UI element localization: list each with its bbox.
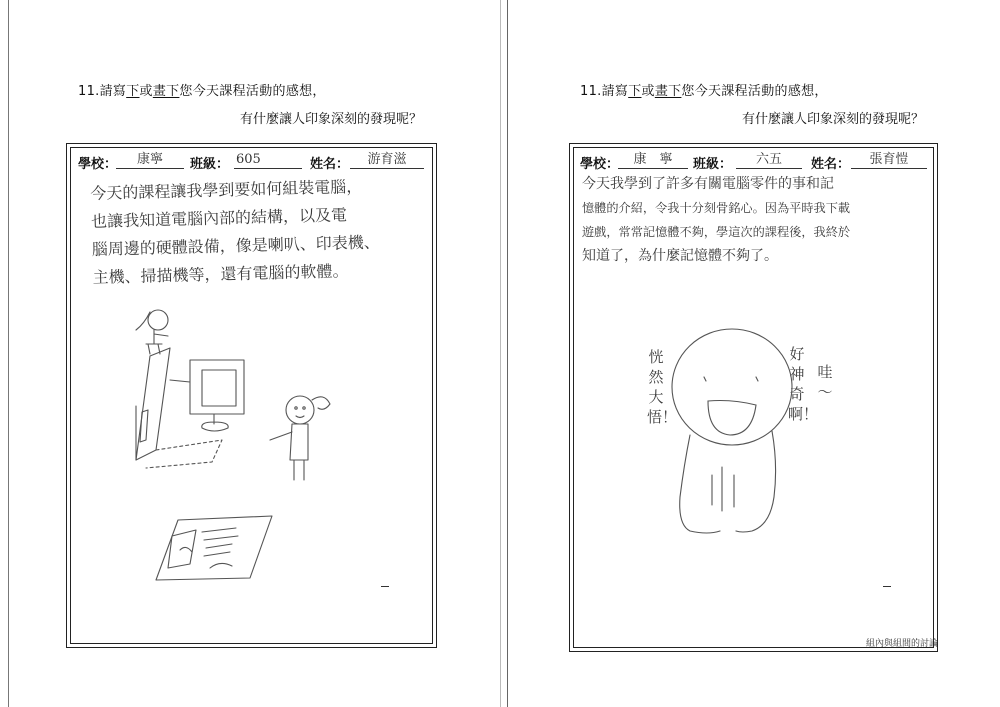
question-text: 請寫 bbox=[601, 84, 629, 99]
question-text: 或 bbox=[641, 84, 655, 99]
monitor bbox=[170, 360, 244, 431]
question-underlined-text: 畫下 bbox=[152, 84, 180, 99]
name-label-wrap bbox=[811, 153, 850, 172]
face-outline bbox=[672, 329, 792, 445]
question-prompt-right bbox=[580, 80, 828, 99]
response-line: 遊戲，常常記憶體不夠，學這次的課程後，我終於 bbox=[582, 225, 851, 239]
student-info-row-left bbox=[78, 153, 117, 172]
pointing-girl-figure bbox=[270, 396, 330, 480]
school-label: 學校： bbox=[580, 157, 620, 172]
question-underlined-text: 畫下 bbox=[654, 84, 682, 99]
response-line: 今天我學到了許多有關電腦零件的事和記 bbox=[582, 176, 834, 192]
right-body bbox=[736, 431, 776, 532]
speech-text-left: 恍然大悟！ bbox=[647, 348, 678, 426]
question-number: 11. bbox=[78, 84, 100, 99]
page-divider-shadow bbox=[507, 0, 508, 707]
open-mouth bbox=[708, 401, 756, 436]
component-box bbox=[156, 516, 272, 580]
class-label-wrap bbox=[693, 153, 732, 172]
handwritten-response-right bbox=[582, 172, 850, 268]
name-label: 姓名： bbox=[811, 157, 851, 172]
computer-tower bbox=[136, 348, 170, 460]
response-line: 今天的課程讓我學到要如何組裝電腦， bbox=[90, 176, 363, 203]
response-line: 知道了，為什麼記憶體不夠了。 bbox=[582, 248, 778, 264]
question-text: 或 bbox=[139, 84, 153, 99]
footer-stamp: 組內與組間的討論 bbox=[866, 639, 939, 649]
handwritten-response-left bbox=[90, 172, 381, 292]
school-field: 康寧 bbox=[116, 152, 184, 169]
margin-dash bbox=[883, 586, 891, 587]
class-field: 六五 bbox=[736, 152, 802, 169]
name-label-wrap bbox=[310, 153, 349, 172]
question-text: 您今天課程活動的感想， bbox=[179, 84, 326, 99]
name-field: 張育愷 bbox=[851, 152, 927, 169]
standing-girl-figure bbox=[136, 310, 168, 354]
page-divider bbox=[500, 0, 501, 707]
speech-text-middle: 好神奇啊！ bbox=[788, 345, 819, 423]
class-field: 605 bbox=[234, 152, 302, 169]
computer-drawing-left bbox=[120, 300, 360, 600]
question-text: 請寫 bbox=[99, 84, 127, 99]
response-line: 主機、掃描機等，還有電腦的軟體。 bbox=[92, 261, 349, 287]
page-edge-left bbox=[8, 0, 9, 707]
speech-text-right: 哇～ bbox=[817, 363, 833, 401]
question-underlined-text: 下 bbox=[126, 84, 140, 99]
question-prompt-left bbox=[78, 80, 326, 99]
margin-dash bbox=[381, 586, 389, 587]
response-line: 也讓我知道電腦內部的結構，以及電 bbox=[90, 205, 348, 231]
response-line: 憶體的介紹，令我十分刻骨銘心。因為平時我下載 bbox=[582, 201, 851, 215]
surprised-face-drawing bbox=[660, 325, 800, 545]
question-prompt-line2-right: 有什麼讓人印象深刻的發現呢？ bbox=[742, 112, 925, 127]
name-label: 姓名： bbox=[310, 157, 350, 172]
left-eye bbox=[704, 377, 706, 381]
school-label: 學校： bbox=[78, 157, 118, 172]
class-label: 班級： bbox=[190, 157, 230, 172]
question-number: 11. bbox=[580, 84, 602, 99]
body-lines bbox=[712, 467, 734, 511]
class-label-wrap bbox=[190, 153, 229, 172]
right-eye bbox=[756, 377, 758, 381]
student-info-row-right bbox=[580, 153, 619, 172]
question-underlined-text: 下 bbox=[628, 84, 642, 99]
response-line: 腦周邊的硬體設備，像是喇叭、印表機、 bbox=[91, 232, 380, 259]
left-body bbox=[680, 435, 720, 533]
class-label: 班級： bbox=[693, 157, 733, 172]
question-text: 您今天課程活動的感想， bbox=[681, 84, 828, 99]
name-field: 游育滋 bbox=[350, 152, 424, 169]
school-field: 康 寧 bbox=[618, 152, 688, 169]
question-prompt-line2-left: 有什麼讓人印象深刻的發現呢？ bbox=[240, 112, 423, 127]
